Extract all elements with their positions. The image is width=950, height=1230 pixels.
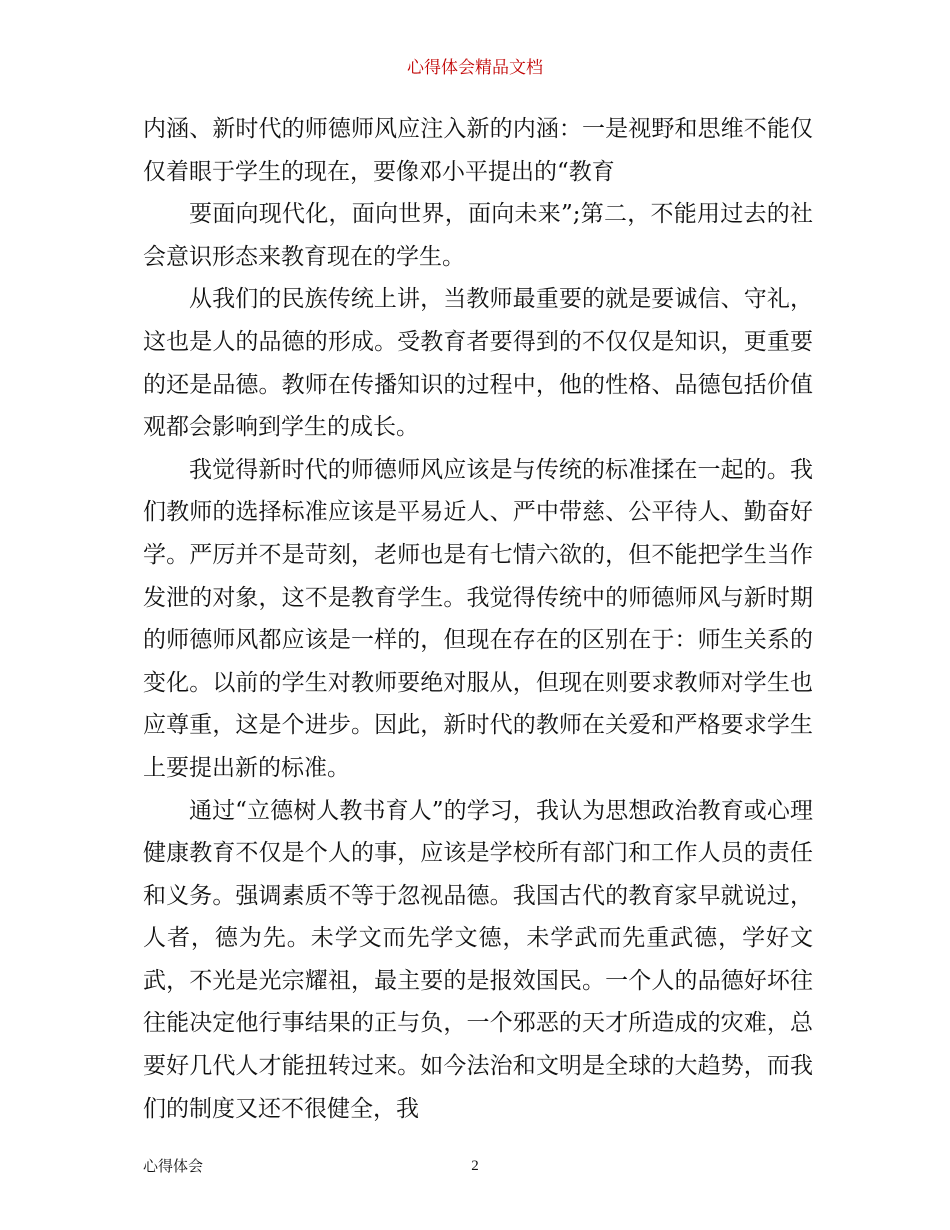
document-body [143, 108, 813, 1130]
paragraph: 我觉得新时代的师德师风应该是与传统的标准揉在一起的。我们教师的选择标准应该是平易近人、严中带慈、公平待人、勤奋好学。严厉并不是苛刻，老师也是有七情六欲的，但不能把学生当作发泄的对象，这不是教育学生。我觉得传统中的师德师风与新时期的师德师风都应该是一样的，但现在存在的区别在于：师生关系的变化。以前的学生对教师要绝对服从，但现在则要求教师对学生也应尊重，这是个进步。因此，新时代的教师在关爱和严格要求学生上要提出新的标准。 [143, 456, 813, 781]
page-header-title: 心得体会精品文档 [407, 58, 543, 78]
paragraph: 从我们的民族传统上讲，当教师最重要的就是要诚信、守礼，这也是人的品德的形成。受教育者要得到的不仅仅是知识，更重要的还是品德。教师在传播知识的过程中，他的性格、品德包括价值观都会影响到学生的成长。 [143, 286, 813, 441]
page-number: 2 [471, 1158, 479, 1174]
paragraph: 内涵、新时代的师德师风应注入新的内涵：一是视野和思维不能仅仅着眼于学生的现在，要像邓小平提出的“教育 [143, 116, 813, 185]
paragraph: 要面向现代化，面向世界，面向未来”;第二，不能用过去的社会意识形态来教育现在的学生。 [143, 201, 813, 270]
paragraph: 通过“立德树人教书育人”的学习，我认为思想政治教育或心理健康教育不仅是个人的事，应该是学校所有部门和工作人员的责任和义务。强调素质不等于忽视品德。我国古代的教育家早就说过，人者，德为先。未学文而先学文德，未学武而先重武德，学好文武，不光是光宗耀祖，最主要的是报效国民。一个人的品德好坏往往能决定他行事结果的正与负，一个邪恶的天才所造成的灾难，总要好几代人才能扭转过来。如今法治和文明是全球的大趋势，而我们的制度又还不很健全，我 [143, 797, 813, 1122]
footer-label: 心得体会 [143, 1157, 204, 1175]
